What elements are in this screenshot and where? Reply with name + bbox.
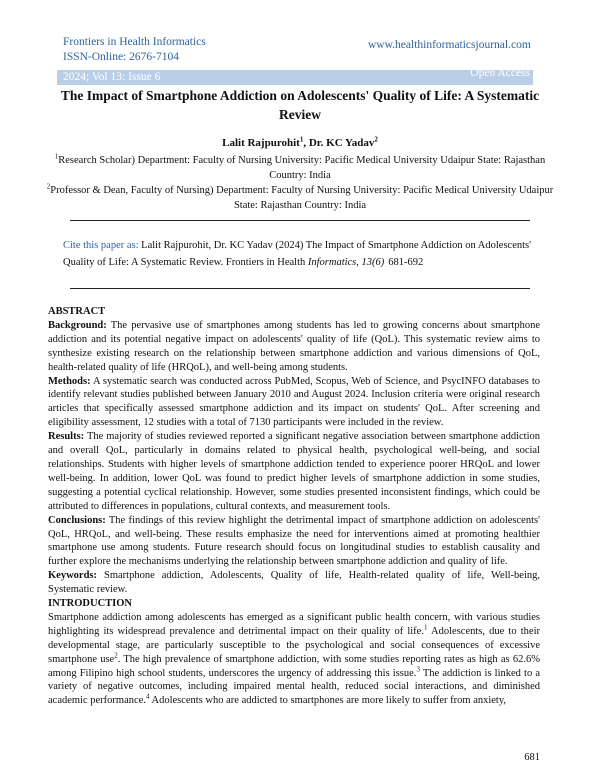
citation-label: Cite this paper as:	[63, 240, 139, 251]
intro-ref-1: 1	[423, 623, 428, 632]
introduction-heading: INTRODUCTION	[48, 598, 133, 610]
journal-name: Frontiers in Health Informatics	[63, 36, 206, 48]
author-line	[0, 137, 600, 149]
conclusions-label: Conclusions:	[48, 514, 106, 526]
abstract-conclusions	[48, 514, 540, 570]
article-body	[48, 305, 540, 708]
affiliation-1-mark: 1	[54, 152, 59, 161]
intro-text-5: Adolescents who are addicted to smartphones are more likely to suffer from anxiety,	[149, 695, 507, 707]
affiliation-2	[40, 183, 560, 213]
author-2: Dr. KC Yadav	[308, 137, 375, 149]
abstract-keywords	[48, 569, 540, 597]
results-text: The majority of studies reviewed reported a significant negative association between smartphone addiction and overall QoL, particularly in domains related to physical health, psychological well-being, and social relationships. Students with higher levels of smartphone addiction tended to experience poorer HRQoL and lower well-being. In addition, lower QoL was found to predict higher levels of smartphone addiction in some studies, suggesting a potential cyclical relationship. However, some studies presented inconsistent findings, which could be attributed to differences in populations, cultural contexts, and measurement tools.	[48, 431, 540, 512]
intro-ref-4: 4	[145, 692, 150, 701]
citation-pages: 681-692	[388, 257, 424, 268]
journal-website[interactable]: www.healthinformaticsjournal.com	[368, 39, 531, 51]
divider-bottom	[70, 288, 530, 289]
issn: ISSN-Online: 2676-7104	[63, 51, 179, 63]
citation-text: Lalit Rajpurohit, Dr. KC Yadav (2024) The Impact of Smartphone Addiction on Adolescents' Quality of Life: A Systematic Review. Frontiers in Health	[63, 240, 532, 268]
affiliation-1	[40, 153, 560, 183]
author-1: Lalit Rajpurohit	[222, 137, 300, 149]
methods-text: A systematic search was conducted across PubMed, Scopus, Web of Science, and PsycINFO databases to identify relevant studies published between January 2010 and August 2024. Inclusion criteria were original research articles that specifically assessed smartphone addiction and its impact on students' QoL. After screening and eligibility assessment, 12 studies with a total of 7130 participants were included in the review.	[48, 375, 540, 429]
issue-info: 2024; Vol 13: Issue 6	[63, 71, 161, 83]
introduction-paragraph	[48, 611, 540, 708]
page-number: 681	[524, 752, 540, 763]
methods-label: Methods:	[48, 375, 91, 387]
intro-ref-2: 2	[114, 651, 118, 660]
divider-top	[70, 220, 530, 221]
intro-text-2: Adolescents, due to their developmental stage, are particularly susceptible to the psychological and social consequences of excessive smartphone use	[48, 625, 540, 665]
keywords-label: Keywords:	[48, 570, 97, 582]
affiliation-1-text: Research Scholar) Department: Faculty of Nursing University: Pacific Medical University Udaipur State: Rajasthan Country: India	[58, 155, 546, 181]
author-1-affiliation-mark: 1	[299, 135, 304, 144]
abstract-background	[48, 319, 540, 375]
conclusions-text: The findings of this review highlight the detrimental impact of smartphone addiction on adolescents' QoL, HRQoL, and well-being. These results emphasize the need for interventions aimed at promoting healthier smartphone use among students. Future research should focus on longitudinal studies to establish causality and further explore the mechanisms underlying the relationship between smartphone addiction and quality of life.	[48, 514, 540, 568]
keywords-text: Smartphone addiction, Adolescents, Quality of life, Health-related quality of life, Well-being, Systematic review.	[48, 570, 540, 596]
abstract-heading: ABSTRACT	[48, 306, 106, 317]
intro-text-1: Smartphone addiction among adolescents has emerged as a significant public health concern, with various studies highlighting its widespread prevalence and detrimental impact on their quality of life.	[48, 611, 540, 637]
citation-journal: Informatics, 13(6)	[307, 257, 385, 268]
intro-text-3: . The high prevalence of smartphone addiction, with some studies reporting rates as high as 62.6% among Filipino high school students, underscores the urgency of addressing this issue.	[48, 653, 540, 679]
affiliation-2-mark: 2	[46, 182, 51, 191]
author-2-affiliation-mark: 2	[374, 135, 378, 144]
background-text: The pervasive use of smartphones among students has led to growing concerns about smartphone addiction and its potential negative impact on adolescents' quality of life (QoL). This systematic review aims to synthesize existing research on the relationship between smartphone addiction and various dimensions of QoL, health-related quality of life (HRQoL), and well-being among students.	[48, 319, 540, 373]
paper-title: The Impact of Smartphone Addiction on Adolescents' Quality of Life: A Systematic Review	[60, 88, 540, 122]
citation-block	[63, 237, 533, 271]
affiliation-2-text: Professor & Dean, Faculty of Nursing) Department: Faculty of Nursing University: Pacific Medical University Udaipur State: Rajasthan Country: India	[50, 185, 554, 211]
intro-ref-3: 3	[416, 665, 420, 674]
open-access-badge: Open Access	[470, 67, 530, 79]
results-label: Results:	[48, 431, 85, 443]
author-separator: ,	[303, 137, 309, 149]
abstract-results	[48, 430, 540, 513]
abstract-methods	[48, 375, 540, 431]
background-label: Background:	[48, 319, 107, 331]
intro-text-4: The addiction is linked to a variety of negative outcomes, including impaired mental health, reduced social interactions, and diminished academic performance.	[48, 667, 540, 707]
